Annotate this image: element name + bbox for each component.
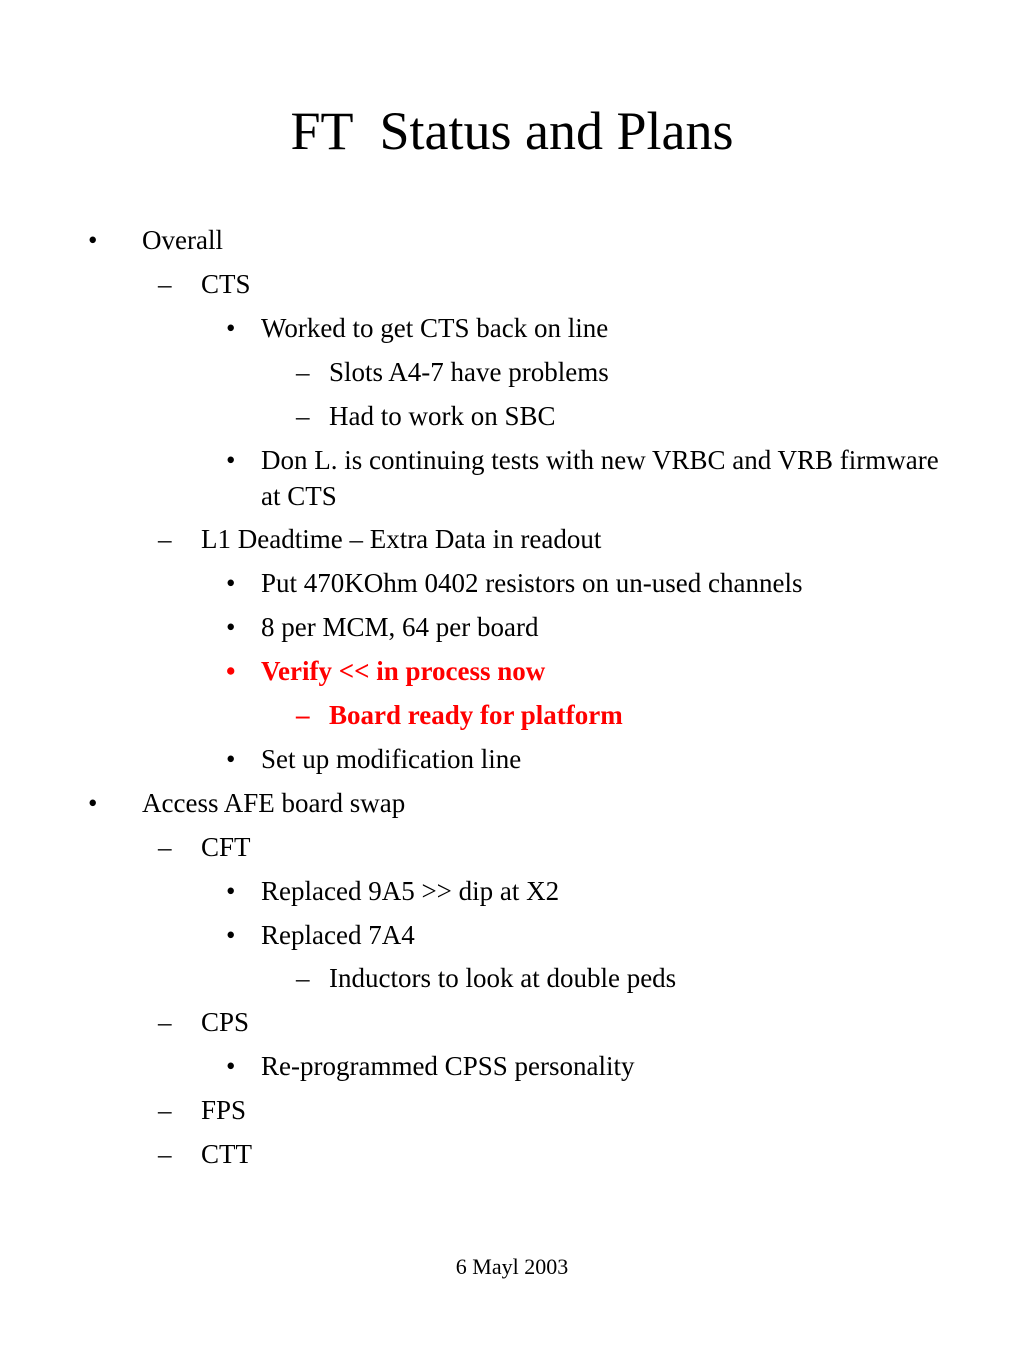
- outline-item-text: CTT: [201, 1139, 252, 1169]
- dash-marker: –: [158, 268, 172, 299]
- outline-item: [0, 521, 1024, 557]
- outline-item: [0, 1004, 1024, 1040]
- outline-item-text: Re-programmed CPSS personality: [261, 1051, 635, 1082]
- outline-item: [0, 785, 1024, 821]
- outline-item: [0, 873, 1024, 909]
- outline-item-text: Put 470KOhm 0402 resistors on un-used channels: [261, 568, 803, 599]
- outline-item-text: Set up modification line: [261, 743, 522, 774]
- outline-item: [0, 310, 1024, 346]
- outline-item: [0, 1092, 1024, 1128]
- bullet-marker: •: [226, 875, 236, 906]
- outline-item: [0, 565, 1024, 601]
- bullet-marker: •: [88, 225, 98, 255]
- outline-item-text: Overall: [142, 225, 223, 255]
- bullet-marker: •: [226, 612, 236, 643]
- outline-item: [0, 354, 1024, 390]
- outline-item-text: CFT: [201, 831, 251, 862]
- outline-item-text: Don L. is continuing tests with new VRBC and VRB firmware at CTS: [261, 444, 939, 511]
- bullet-marker: •: [88, 787, 98, 818]
- bullet-marker: •: [226, 444, 236, 475]
- bullet-marker: •: [226, 919, 236, 950]
- dash-marker: –: [158, 524, 172, 555]
- outline-item-text: Replaced 9A5 >> dip at X2: [261, 875, 560, 906]
- outline-item: [0, 222, 1024, 258]
- outline-item-text: Replaced 7A4: [261, 919, 415, 950]
- outline-item-text: Had to work on SBC: [329, 400, 556, 431]
- outline-item: [0, 653, 1024, 689]
- outline-item-text: CTS: [201, 268, 251, 299]
- outline-item: [0, 1048, 1024, 1084]
- outline-item: [0, 442, 1024, 514]
- outline-item: [0, 266, 1024, 302]
- outline-item-text: Board ready for platform: [329, 700, 623, 730]
- outline-item: [0, 398, 1024, 434]
- bullet-marker: •: [226, 1051, 236, 1082]
- slide-title: FT Status and Plans: [290, 101, 734, 161]
- outline-item: [0, 1136, 1024, 1172]
- outline-item-text: Access AFE board swap: [142, 787, 406, 818]
- outline-item: [0, 697, 1024, 733]
- dash-marker: –: [158, 831, 172, 862]
- outline-item: [0, 917, 1024, 953]
- dash-marker: –: [158, 1007, 172, 1038]
- outline-item-text: L1 Deadtime – Extra Data in readout: [201, 524, 602, 555]
- dash-marker: –: [296, 963, 310, 994]
- dash-marker: –: [296, 400, 310, 431]
- bullet-marker: •: [226, 656, 236, 687]
- outline-item: [0, 960, 1024, 996]
- outline-item: [0, 741, 1024, 777]
- dash-marker: –: [296, 356, 310, 387]
- dash-marker: –: [158, 1139, 172, 1169]
- bullet-marker: •: [226, 743, 236, 774]
- dash-marker: –: [158, 1095, 172, 1126]
- outline-item-text: 8 per MCM, 64 per board: [261, 612, 539, 643]
- outline-item-text: Slots A4-7 have problems: [329, 356, 609, 387]
- dash-marker: –: [296, 700, 310, 730]
- outline-item-text: FPS: [201, 1095, 247, 1126]
- bullet-marker: •: [226, 568, 236, 599]
- outline-item: [0, 829, 1024, 865]
- outline-item-text: CPS: [201, 1007, 250, 1038]
- outline-item: [0, 609, 1024, 645]
- outline-item-text: Inductors to look at double peds: [329, 963, 677, 994]
- bullet-marker: •: [226, 312, 236, 343]
- outline-item-text: Worked to get CTS back on line: [261, 312, 609, 343]
- footer-date: 6 Mayl 2003: [455, 1254, 569, 1279]
- outline-item-text: Verify << in process now: [261, 656, 546, 687]
